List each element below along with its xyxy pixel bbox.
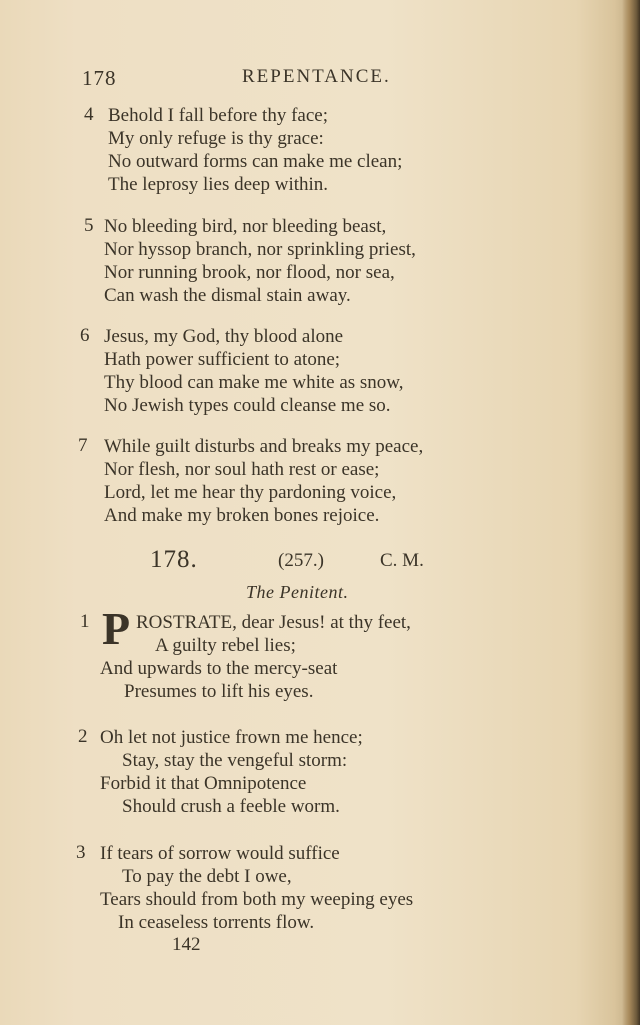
verse-line: Oh let not justice frown me hence;	[100, 727, 363, 748]
verse-line: Tears should from both my weeping eyes	[100, 889, 414, 910]
stanza-number: 7	[78, 435, 88, 456]
book-spine-shadow	[622, 0, 640, 1025]
page-number: 178	[82, 66, 117, 90]
stanza-number: 6	[80, 325, 90, 346]
verse-line: No Jewish types could cleanse me so.	[104, 395, 391, 416]
verse-line: If tears of sorrow would suffice	[100, 843, 340, 864]
hymn-alt-number: (257.)	[278, 550, 324, 571]
stanza-number: 1	[80, 611, 90, 632]
stanza-number: 2	[78, 726, 88, 747]
verse-line: Jesus, my God, thy blood alone	[104, 326, 344, 347]
verse-line: A guilty rebel lies;	[155, 635, 296, 656]
stanza-number: 3	[76, 842, 86, 863]
verse-line: My only refuge is thy grace:	[108, 128, 324, 149]
verse-line: To pay the debt I owe,	[122, 866, 292, 887]
stanza-number: 5	[84, 215, 94, 236]
hymn-meter: C. M.	[380, 550, 424, 571]
verse-line: Nor flesh, nor soul hath rest or ease;	[104, 459, 380, 480]
verse-line: Presumes to lift his eyes.	[124, 681, 314, 702]
hymn-title: The Penitent.	[246, 582, 349, 602]
verse-line: While guilt disturbs and breaks my peace,	[104, 436, 424, 457]
verse-line: And make my broken bones rejoice.	[104, 505, 380, 526]
hymn-header	[0, 546, 640, 580]
verse-line: ROSTRATE, dear Jesus! at thy feet,	[136, 612, 411, 633]
verse-line: Can wash the dismal stain away.	[104, 285, 351, 306]
verse-line: The leprosy lies deep within.	[108, 174, 329, 195]
verse-line: Nor hyssop branch, nor sprinkling priest,	[104, 239, 416, 260]
running-title: REPENTANCE.	[242, 66, 391, 87]
drop-cap: P	[102, 603, 131, 654]
verse-line: And upwards to the mercy-seat	[100, 658, 338, 679]
verse-line: Should crush a feeble worm.	[122, 796, 340, 817]
page-header	[0, 66, 640, 96]
verse-line: Thy blood can make me white as snow,	[104, 372, 404, 393]
verse-line: Hath power sufficient to atone;	[104, 349, 341, 370]
verse-line: Behold I fall before thy face;	[108, 105, 328, 126]
verse-line: Nor running brook, nor flood, nor sea,	[104, 262, 395, 283]
verse-line: No outward forms can make me clean;	[108, 151, 403, 172]
hymn-number: 178.	[150, 546, 198, 573]
signature-mark: 142	[172, 934, 201, 955]
verse-line: Forbid it that Omnipotence	[100, 773, 307, 794]
stanza-number: 4	[84, 104, 94, 125]
verse-line: In ceaseless torrents flow.	[118, 912, 315, 933]
verse-line: No bleeding bird, nor bleeding beast,	[104, 216, 387, 237]
verse-line: Stay, stay the vengeful storm:	[122, 750, 348, 771]
verse-line: Lord, let me hear thy pardoning voice,	[104, 482, 397, 503]
